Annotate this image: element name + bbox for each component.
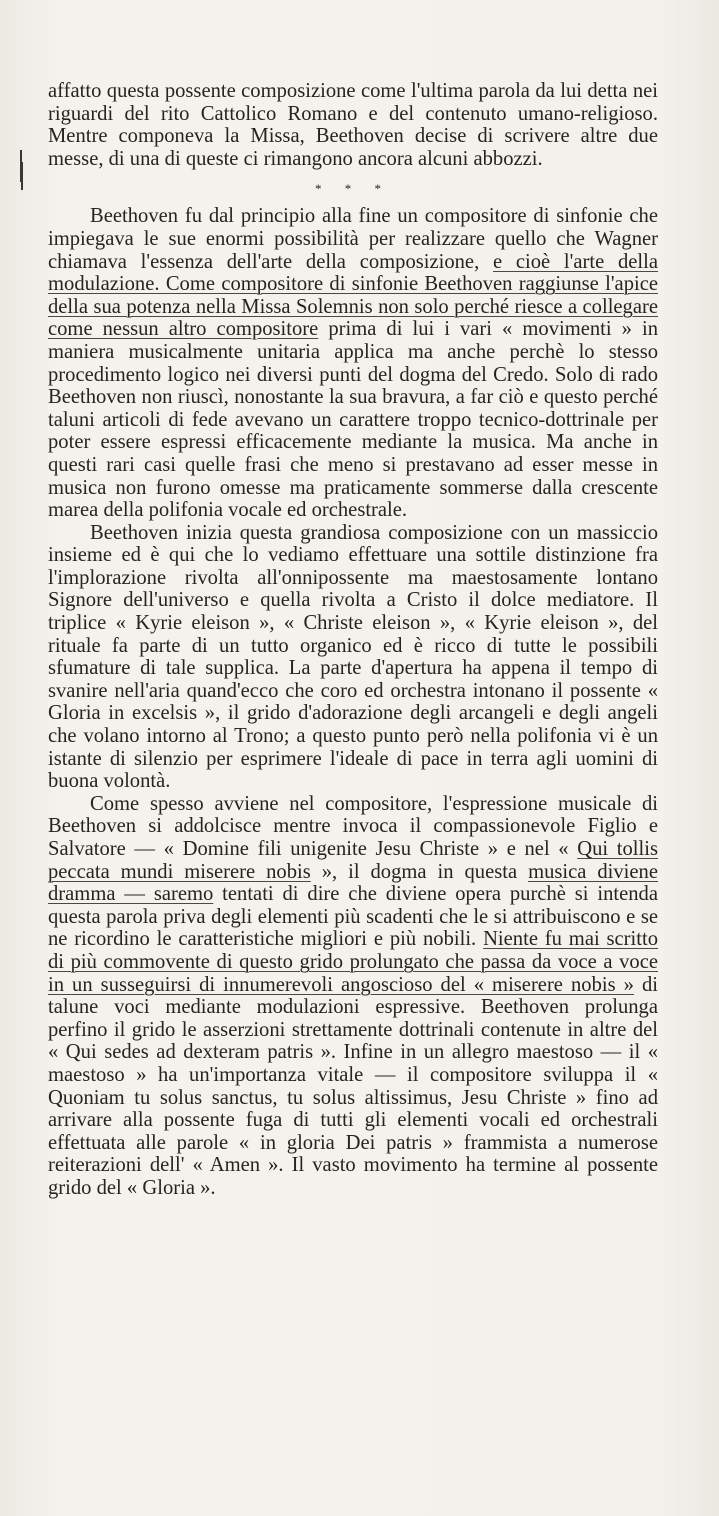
p3-text: », il dogma in questa <box>310 860 529 883</box>
p3-text: Come spesso avviene nel compositore, l'espressione musicale di Beethoven si addolcisce mentre invoca il compassionevole Figlio e Salvatore — « Domine fili unigenite Jesu Christe » e nel « <box>48 792 658 860</box>
underlined-passage: musica diviene dramma — saremo <box>48 860 658 906</box>
underlined-passage: e cioè l'arte della modulazione. Come compositore di sinfonie Beethoven raggiunse l'apice della sua potenza nella Missa Solemnis non solo perché riesce a collegare come nessun altro compositore <box>48 250 658 341</box>
margin-mark <box>21 162 23 190</box>
p3-text-end: di talune voci mediante modulazioni espressive. Beethoven prolunga perfino il grido le asserzioni strettamente dottrinali contenute in altre del « Qui sedes ad dexteram patris ». Infine in un allegro maestoso — il « maestoso » ha un'importanza vitale — il compositore sviluppa il « Quoniam tu solus sanctus, tu solus altissimus, Jesu Christe » fino ad arrivare alla possente fuga di tutti gli elementi vocali ed orchestrali effettuata alle parole « in gloria Dei patris » frammista a numerose reiterazioni dell' « Amen ». Il vasto movimento ha termine al possente grido del « Gloria ». <box>48 973 658 1199</box>
p3-text: tentati di dire che diviene opera purchè si intenda questa parola priva degli elementi più scadenti che le si attribuiscono e se ne ricordino le caratteristiche migliori e più nobili. <box>48 883 658 951</box>
underlined-passage: Qui tollis peccata mundi miserere nobis <box>48 838 658 883</box>
section-separator: * * * <box>315 181 391 197</box>
paragraph-top: affatto questa possente composizione come l'ultima parola da lui detta nei riguardi del rito Cattolico Romano e del contenuto umano-religioso. Mentre componeva la Missa, Beethoven decise di scrivere altre due messe, di una di queste ci rimangono ancora alcuni abbozzi. <box>48 80 658 170</box>
underlined-passage: Niente fu mai scritto di più commovente di questo grido prolungato che passa da voce a voce in un susseguirsi di innumerevoli angoscioso del « miserere nobis » <box>48 928 659 996</box>
document-body <box>48 80 658 1200</box>
paragraph-1 <box>48 205 658 521</box>
p1-text: Beethoven fu dal principio alla fine un compositore di sinfonie che impiegava le sue enormi possibilità per realizzare quello che Wagner chiamava l'essenza dell'arte della composizione, <box>48 205 658 273</box>
paragraph-2: Beethoven inizia questa grandiosa composizione con un massiccio insieme ed è qui che lo vediamo effettuare una sottile distinzione fra l'implorazione rivolta all'onnipossente ma maestosamente lontano Signore dell'universo e quella rivolta a Cristo il dolce mediatore. Il triplice « Kyrie eleison », « Christe eleison », « Kyrie eleison », del rituale fa parte di un tutto organico ed è ricco di tutte le possibili sfumature di tale supplica. La parte d'apertura ha appena il tempo di svanire nell'aria quand'ecco che coro ed orchestra intonano il possente « Gloria in excelsis », il grido d'adorazione degli arcangeli e degli angeli che volano intorno al Trono; a questo punto però nella polifonia vi è un istante di silenzio per esprimere l'ideale di pace in terra agli uomini di buona volontà. <box>48 521 658 793</box>
paragraph-3 <box>48 793 658 1200</box>
p1-text-end: prima di lui i vari « movimenti » in maniera musicalmente unitaria applica ma anche perchè lo stesso procedimento logico nei diversi punti del dogma del Credo. Solo di rado Beethoven non riuscì, nonostante la sua bravura, a far ciò e questo perché taluni articoli di fede avevano un carattere troppo tecnico-dottrinale per poter essere espressi efficacemente mediante la musica. Ma anche in questi rari casi quelle frasi che meno si prestavano ad esser messe in musica non furono omesse ma praticamente sommerse dalla crescente marea della polifonia vocale ed orchestrale. <box>48 318 658 522</box>
